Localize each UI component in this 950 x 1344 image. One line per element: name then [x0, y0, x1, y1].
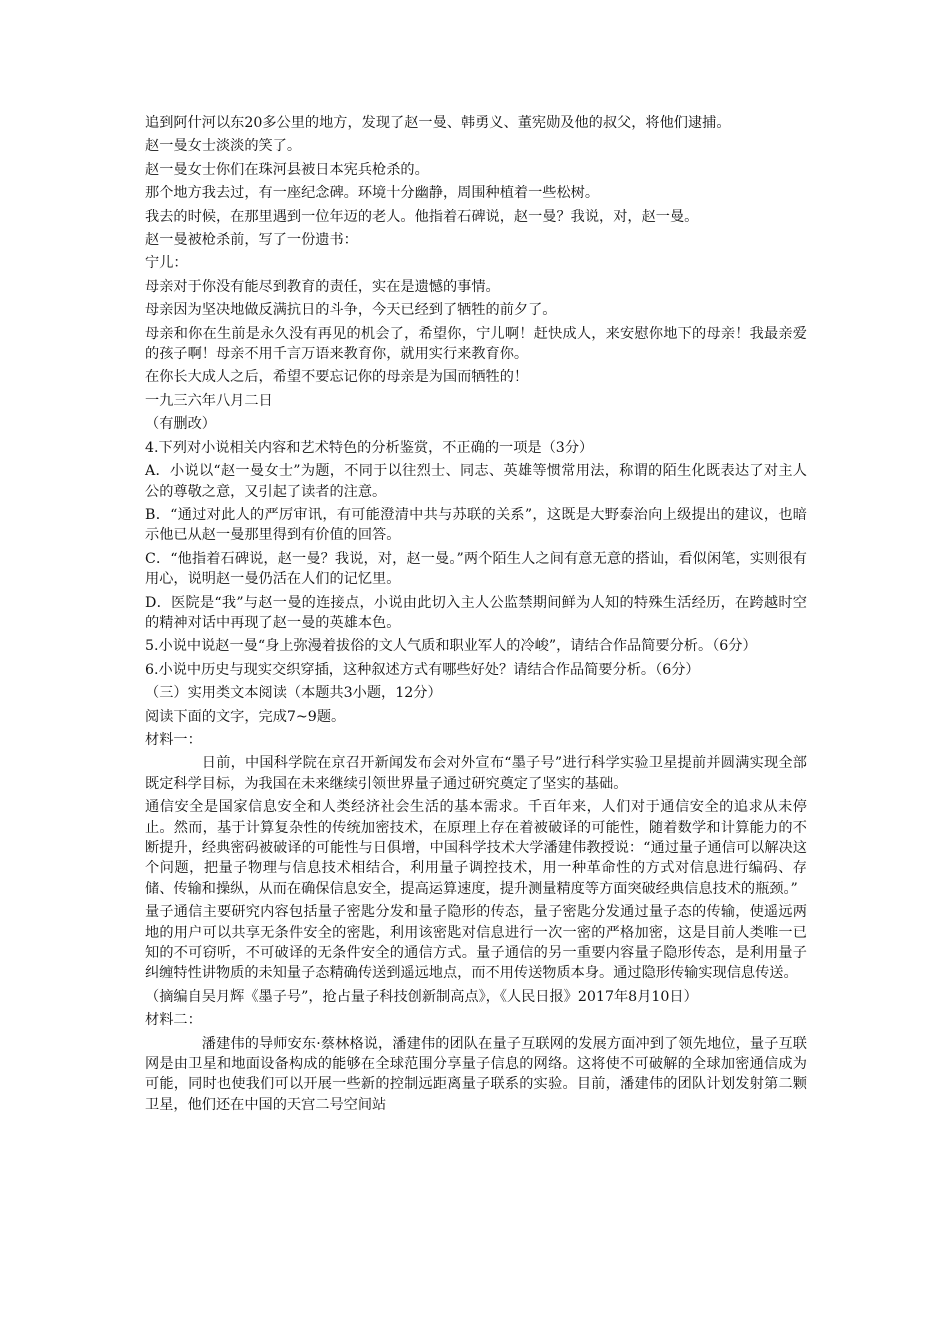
letter-paragraph: 在你长大成人之后，希望不要忘记你的母亲是为国而牺牲的！: [145, 369, 529, 386]
text-paragraph: 量子通信主要研究内容包括量子密匙分发和量子隐形的传态，量子密匙分发通过量子态的传输，使遥远两地的用户可以共享无条件安全的密匙，利用该密匙对信息进行一次一密的严格加密，这是目前人类唯一已知的不可窃听，不可破译的无条件安全的通信方式。量子通信的另一重要内容量子隐形传态，是利用量子纠缠特性讲物质的未知量子态精确传送到遥远地点，而不用传送物质本身。通过隐形传输实现信息传送。: [145, 904, 807, 982]
question-4: 4.下列对小说相关内容和艺术特色的分析鉴赏，不正确的一项是（3分）: [145, 439, 594, 456]
material-heading: 材料二：: [145, 1012, 202, 1029]
text-paragraph: 赵一曼女士淡淡的笑了。: [145, 138, 302, 155]
edit-note: （有删改）: [145, 416, 216, 433]
option-b: B．“通过对此人的严厉审讯，有可能澄清中共与苏联的关系”，这既是大野泰治向上级提出的建议，也暗示他已从赵一曼那里得到有价值的回答。: [145, 506, 807, 544]
option-d: D．医院是“我”与赵一曼的连接点，小说由此切入主人公监禁期间鲜为人知的特殊生活经历，在跨越时空的精神对话中再现了赵一曼的英雄本色。: [145, 594, 807, 631]
text-paragraph: 潘建伟的导师安东·蔡林格说，潘建伟的团队在量子互联网的发展方面冲到了领先地位，量子互联网是由卫星和地面设备构成的能够在全球范围分享量子信息的网络。这将使不可破解的全球加密通信成为可能，同时也使我们可以开展一些新的控制远距离量子联系的实验。目前，潘建伟的团队计划发射第二颗卫星，他们还在中国的天宫二号空间站: [145, 1035, 807, 1113]
text-paragraph: 赵一曼被枪杀前，写了一份遗书：: [145, 232, 358, 249]
option-a: A．小说以“赵一曼女士”为题，不同于以往烈士、同志、英雄等惯常用法，称谓的陌生化既表达了对主人公的尊敬之意，又引起了读者的注意。: [145, 463, 807, 500]
letter-paragraph: 母亲因为坚决地做反满抗日的斗争，今天已经到了牺牲的前夕了。: [145, 302, 557, 319]
text-paragraph: 那个地方我去过，有一座纪念碑。环境十分幽静，周围种植着一些松树。: [145, 185, 600, 202]
option-c: C．“他指着石碑说，赵一曼？我说，对，赵一曼。”两个陌生人之间有意无意的搭讪，看似闲笔，实则很有用心，说明赵一曼仍活在人们的记忆里。: [145, 550, 807, 588]
section-heading: （三）实用类文本阅读（本题共3小题，12分）: [145, 685, 442, 702]
source-citation: （摘编自吴月辉《墨子号”，抢占量子科技创新制高点》，《人民日报》2017年8月10日）: [145, 988, 698, 1005]
section-instruction: 阅读下面的文字，完成7~9题。: [145, 708, 346, 725]
text-paragraph: 追到阿什河以东20多公里的地方，发现了赵一曼、韩勇义、董宪勋及他的叔父，将他们逮捕。: [145, 115, 731, 131]
question-6: 6.小说中历史与现实交织穿插，这种叙述方式有哪些好处？请结合作品简要分析。（6分）: [145, 661, 700, 678]
letter-paragraph: 母亲和你在生前是永久没有再见的机会了，希望你，宁儿啊！赶快成人，来安慰你地下的母亲！我最亲爱的孩子啊！母亲不用千言万语来教育你，就用实行来教育你。: [145, 325, 807, 363]
material-heading: 材料一：: [145, 731, 202, 748]
question-5: 5.小说中说赵一曼“身上弥漫着拔俗的文人气质和职业军人的冷峻”，请结合作品简要分析。（6分）: [145, 638, 757, 655]
text-paragraph: 我去的时候，在那里遇到一位年迈的老人。他指着石碑说，赵一曼？我说，对，赵一曼。: [145, 208, 699, 225]
text-paragraph: 赵一曼女士你们在珠河县被日本宪兵枪杀的。: [145, 161, 429, 178]
letter-salutation: 宁儿：: [145, 255, 188, 272]
letter-paragraph: 母亲对于你没有能尽到教育的责任，实在是遗憾的事情。: [145, 278, 500, 295]
letter-date: 一九三六年八月二日: [145, 392, 273, 409]
text-paragraph: 通信安全是国家信息安全和人类经济社会生活的基本需求。千百年来，人们对于通信安全的追求从未停止。然而，基于计算复杂性的传统加密技术，在原理上存在着被破译的可能性，随着数学和计算能力的不断提升，经典密码被破译的可能性与日俱增，中国科学技术大学潘建伟教授说：“通过量子通信可以解决这个问题，把量子物理与信息技术相结合，利用量子调控技术，用一种革命性的方式对信息进行编码、存储、传输和操纵，从而在确保信息安全，提高运算速度，提升测量精度等方面突破经典信息技术的瓶颈。”: [145, 799, 807, 897]
text-paragraph: 日前，中国科学院在京召开新闻发布会对外宣布“墨子号”进行科学实验卫星提前并圆满实现全部既定科学目标，为我国在未来继续引领世界量子通过研究奠定了坚实的基础。: [145, 755, 807, 792]
